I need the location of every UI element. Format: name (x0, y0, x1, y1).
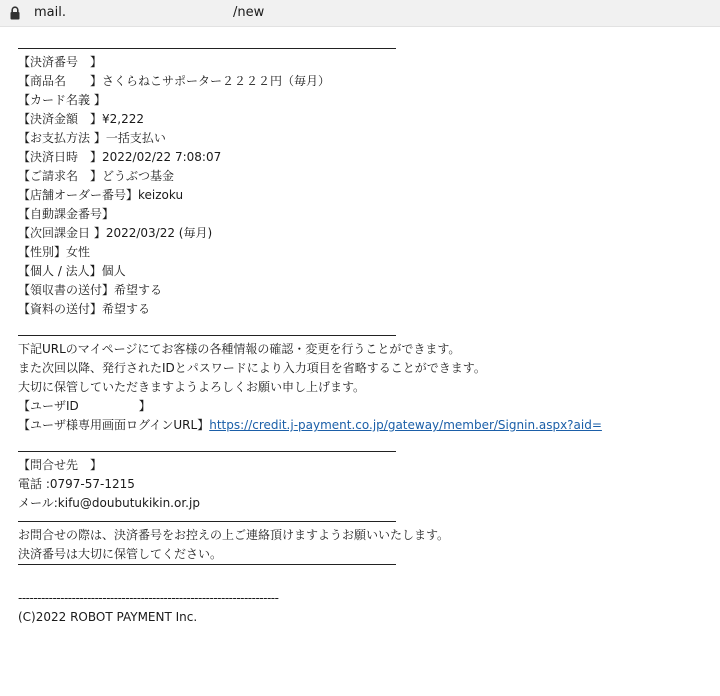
footer-dashes: -------------------------------------------------------------------- (18, 591, 279, 605)
lock-icon (10, 6, 20, 20)
detail-receipt-delivery: 【領収書の送付】希望する (18, 283, 163, 297)
url-text-suffix[interactable]: /new (233, 5, 265, 20)
mypage-text-1: 下記URLのマイページにてお客様の各種情報の確認・変更を行うことができます。 (18, 342, 461, 356)
notice-section (18, 522, 602, 564)
detail-card-holder: 【カード名義 】 (18, 93, 106, 107)
browser-address-bar[interactable] (0, 0, 720, 27)
contact-title: 【問合せ先 】 (18, 458, 103, 472)
detail-payment-datetime: 【決済日時 】2022/02/22 7:08:07 (18, 150, 222, 164)
url-text-prefix[interactable]: mail. (34, 5, 66, 20)
email-body (18, 48, 602, 627)
login-url-row (18, 416, 602, 435)
user-id-label: 【ユーザID 】 (18, 399, 151, 413)
detail-gender: 【性別】女性 (18, 245, 91, 259)
notice-text-1: お問合せの際は、決済番号をお控えの上ご連絡頂けますようお願いいたします。 (18, 528, 450, 542)
contact-email: メール:kifu@doubutukikin.or.jp (18, 496, 200, 510)
mypage-section (18, 336, 602, 435)
contact-phone: 電話 :0797-57-1215 (18, 477, 135, 491)
detail-payment-number: 【決済番号 】 (18, 55, 103, 69)
detail-store-order-number: 【店舗オーダー番号】keizoku (18, 188, 184, 202)
detail-billing-name: 【ご請求名 】どうぶつ基金 (18, 169, 175, 183)
detail-next-billing-date: 【次回課金日 】2022/03/22 (毎月) (18, 226, 213, 240)
footer-copyright: (C)2022 ROBOT PAYMENT Inc. (18, 610, 198, 624)
detail-amount: 【決済金額 】¥2,222 (18, 112, 144, 126)
detail-auto-billing-number: 【自動課金番号】 (18, 207, 115, 221)
payment-details (18, 49, 602, 319)
mypage-text-3: 大切に保管していただきますようよろしくお願い申し上げます。 (18, 380, 366, 394)
detail-individual-corporate: 【個人 / 法人】個人 (18, 264, 126, 278)
detail-product-name: 【商品名 】さくらねこサポーター２２２２円（毎月） (18, 74, 331, 88)
mypage-text-2: また次回以降、発行されたIDとパスワードにより入力項目を省略することができます。 (18, 361, 486, 375)
detail-payment-method: 【お支払方法 】一括支払い (18, 131, 166, 145)
detail-materials-delivery: 【資料の送付】希望する (18, 302, 151, 316)
login-url-label: 【ユーザ様専用画面ログインURL】 (18, 418, 210, 432)
contact-section (18, 452, 602, 513)
notice-text-2: 決済番号は大切に保管してください。 (18, 547, 223, 561)
login-url-link[interactable]: https://credit.j-payment.co.jp/gateway/member/Signin.aspx?aid= (209, 418, 602, 432)
